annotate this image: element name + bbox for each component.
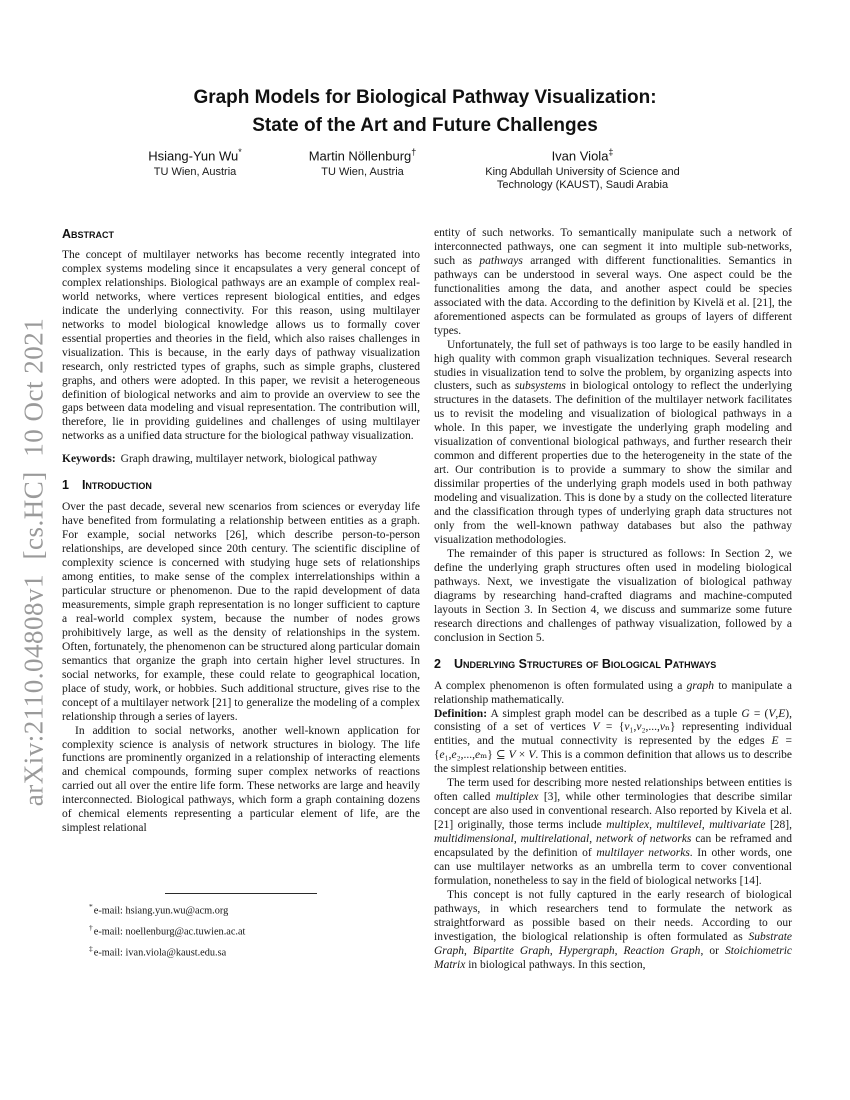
section-1-heading [62, 478, 420, 492]
paragraph: entity of such networks. To semantically manipulate such a network of interconnected pathways, one can segment it into multiple sub-networks, such as pathways arranged with different functionalities. Semantics in pathways can be understood in several ways. One aspect could be the functionalities among the data, and another aspect could be species associated with the data. According to the definition by Kivelä et al. [21], the aforementioned aspects can be formulated as groups of layers of different types. [434, 227, 792, 337]
author-3-affiliation: King Abdullah University of Science and Technology (KAUST), Saudi Arabia [485, 166, 680, 192]
author-2-marker: † [411, 147, 417, 157]
paragraph: Over the past decade, several new scenarios from sciences or everyday life have benefited from formulating a relationship between entities as a graph. For example, social networks [26], which describe person-to-person relationships, are developed since 20th century. The scientific discipline of complexity science is concerned with studying huge sets of relationships among entities, to make sense of the complex interrelationships within a particular structure or phenomenon. Due to the rapid development of data measurements, simple graph representation is no longer sufficient to capture a real-world complex system, because the number of nodes grows prohibitively large, as well as the density of relationships in the system. Often, fortunately, the phenomenon can be structured along particular domain semantics that organize the graph into certain higher level structures. In social networks, for example, these could relate to geographical location, place of study, work, or hobbies. Such additional structure, gives rise to the concept of a multilayer network [21] to generalize the modeling of a complex relationship through a series of layers. [62, 501, 420, 723]
footnote-3 [62, 941, 420, 962]
abstract-body [62, 249, 420, 444]
author-1-affiliation: TU Wien, Austria [153, 166, 237, 179]
paper-title [0, 84, 850, 140]
paragraph: In addition to social networks, another well-known application for complexity science is analysis of network structures in biology. The life functions are prominently organized in a relationship of interacting elements and chemical compounds, forming super complex networks of reactions carried out all over the entire life form. These networks are large and heavily interconnected. Biological pathways, which form a graph containing dozens of chemical elements representing a particular element of life, are the simplest relational [62, 724, 420, 835]
right-column [434, 227, 792, 973]
right-column-top-text [434, 227, 792, 646]
author-2-affiliation: TU Wien, Austria [321, 166, 404, 179]
section-1-title: Introduction [81, 478, 152, 493]
footnote-1-text: e-mail: hsiang.yun.wu@acm.org [93, 905, 229, 917]
section-1-number: 1 [62, 478, 69, 493]
author-2-name [265, 147, 460, 163]
author-name-text: Ivan Viola [551, 148, 609, 164]
abstract-heading: Abstract [62, 227, 115, 241]
author-1-marker: * [238, 147, 242, 157]
paragraph: A complex phenomenon is often formulated using a graph to manipulate a relationship mathematically. [434, 679, 792, 706]
left-column [62, 227, 420, 836]
footnote-3-text: e-mail: ivan.viola@kaust.edu.sa [93, 947, 227, 959]
author-2 [265, 147, 460, 179]
footnote-2-text: e-mail: noellenburg@ac.tuwien.ac.at [93, 926, 246, 938]
author-name-text: Martin Nöllenburg [308, 148, 412, 164]
paragraph: The term used for describing more nested relationships between entities is often called multiplex [3], while other terminologies that describe similar concept are also used in conventional research. Also reported by Kivela et al. [21] originally, those terms include multiplex, multilevel, multivariate [28], multidimensional, multirelational, network of networks can be reframed and encapsulated by the definition of multilayer networks. In other words, one can use multilayer networks as an umbrella term to cover conventional formulation, nonetheless to say in the field of biological networks [14]. [434, 777, 793, 887]
paragraph: This concept is not fully captured in the early research of biological pathways, in which researchers tend to formulate the network as straightforward as possible based on their needs. According to our investigation, the biological relationship is often formulated as Substrate Graph, Bipartite Graph, Hypergraph, Reaction Graph, or Stoichiometric Matrix in biological pathways. In this section, [434, 888, 793, 971]
paper-title-line2: State of the Art and Future Challenges [252, 115, 598, 136]
footnote-2-marker: † [89, 922, 93, 932]
author-3-marker: ‡ [608, 147, 614, 157]
keywords-label: Keywords: [62, 453, 116, 466]
arxiv-watermark: arXiv:2110.04808v1 [cs.HC] 10 Oct 2021 [18, 317, 49, 807]
paragraph: The remainder of this paper is structured as follows: In Section 2, we define the underlying graph structures often used in modeling biological pathways. Next, we investigate the visualization of biological pathway diagrams by researching hand-crafted diagrams and machine-computed layouts in Section 3. In Section 4, we discuss and summarize some future research directions and challenges of pathway visualization, followed by a conclusion in Section 5. [434, 547, 792, 644]
paragraph: Unfortunately, the full set of pathways is too large to be easily handled in high quality with common graph visualization techniques. Several research studies in visualization tend to solve the problem, by organizing aspects into clusters, such as subsystems in biological ontology to reflect the underlying structures in the datasets. The definition of the multilayer network facilitates us to revisit the modeling and visualization of biological pathways in a whole. In this paper, we investigate the underlying graph modeling and visualization of conventional biological pathways, and further research their common and different properties due to the heterogeneity in the state of the art. Our contribution is to provide a summary to show the similar and dissimilar properties of the underlying graph models used in both pathway modeling and visualization. This is done by a study on the collected literature and the classification through types of underlying graph data structures not only from the well-known pathway databases but also the pathway visualization methodologies. [434, 338, 792, 546]
keywords-text: Graph drawing, multilayer network, biological pathway [120, 453, 378, 466]
section-2-number: 2 [434, 656, 441, 671]
paragraph: Definition: A simplest graph model can be described as a tuple G = (V,E), consisting of a set of vertices V = {v₁,v₂,...,vₙ} representing individual entities, and the mutual connectivity is represented by the edges E = {e₁,e₂,...,eₘ} ⊆ V × V. This is a common definition that allows us to describe the simplest relationship between entities. [434, 707, 792, 776]
paper-title-line1: Graph Models for Biological Pathway Visualization: [193, 87, 657, 108]
keywords-line [62, 453, 420, 467]
author-3 [445, 147, 720, 192]
footnote-3-marker: ‡ [89, 943, 93, 953]
author-1 [105, 147, 285, 179]
paragraph: The concept of multilayer networks has become recently integrated into complex systems modeling since it encapsulates a very general concept of complex relationships. Biological pathways are an example of complex real-world networks, where vertices represent biological entities, and edges indicate the underlying connectivity. For this reason, using multilayer networks to model biological knowledge allows us to formally cover essential properties and theories in the field, which also raises challenges in visualization. This is because, in the early days of pathway visualization research, only restricted types of graphs, such as simple graphs, clustered graphs, and others were adopted. In this paper, we revisit a heterogeneous definition of biological networks and aim to provide an overview to see the gaps between data modeling and visual representation. The contribution will, therefore, lie in providing guidelines and challenges of using multilayer networks as a unified data structure for the biological pathway visualization. [62, 249, 420, 443]
introduction-body [62, 501, 420, 836]
author-block [0, 147, 850, 217]
author-3-name [445, 147, 720, 163]
footnote-block [62, 893, 420, 962]
footnote-1-marker: * [89, 902, 93, 911]
section-2-heading [434, 657, 792, 671]
footnote-1 [62, 899, 420, 920]
author-name-text: Hsiang-Yun Wu [148, 148, 239, 164]
author-1-name [105, 147, 285, 163]
section-2-body [434, 680, 792, 973]
footnote-rule [165, 893, 317, 894]
section-2-title: Underlying Structures of Biological Pathways [453, 656, 717, 671]
footnote-2 [62, 920, 420, 941]
